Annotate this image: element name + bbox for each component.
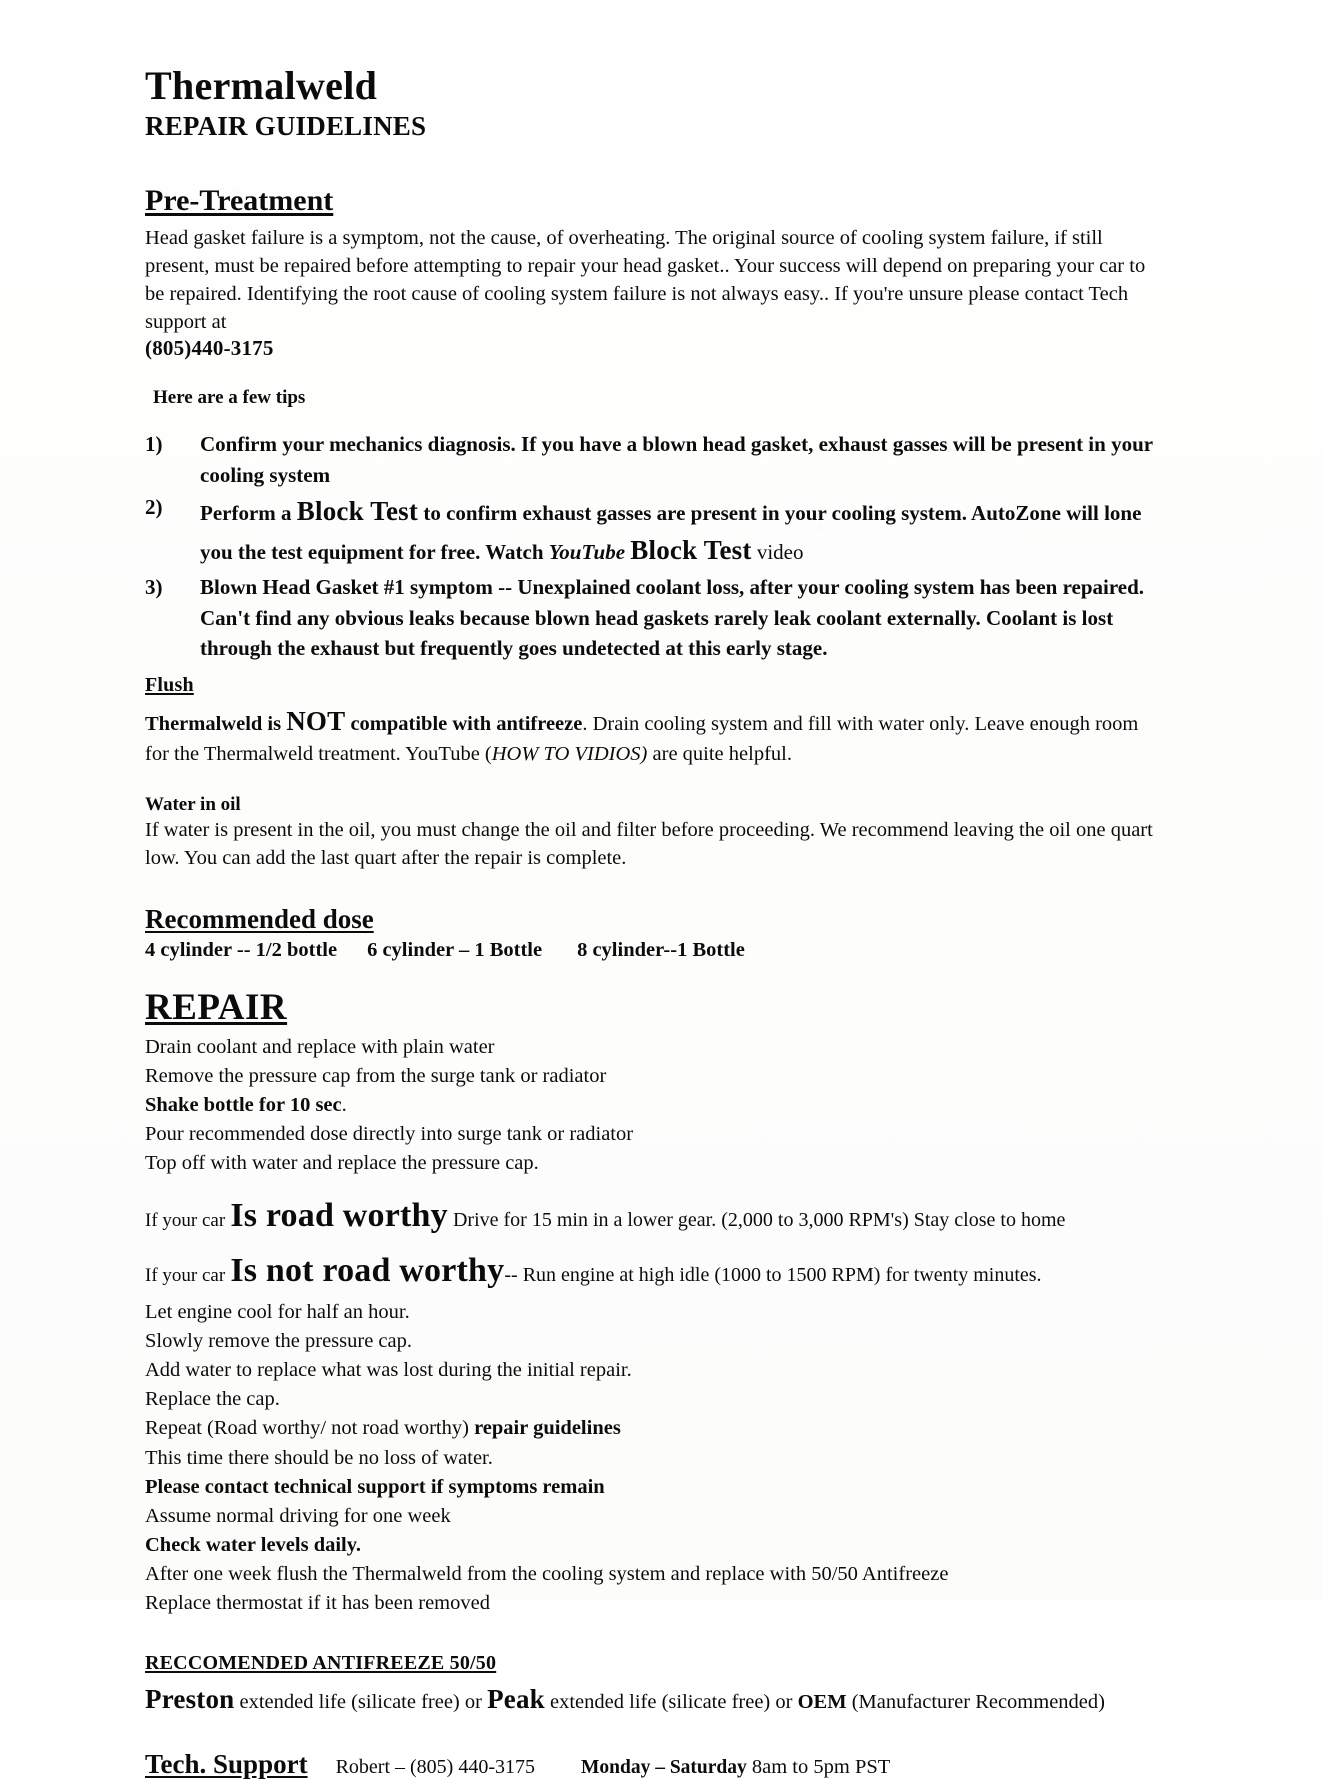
section-water-in-oil <box>145 794 1155 872</box>
antifreeze-brand-oem: OEM <box>797 1691 847 1714</box>
document-content <box>145 63 1155 1780</box>
repair-step: Slowly remove the pressure cap. <box>145 1330 412 1353</box>
repair-step: Add water to replace what was lost during the initial repair. <box>145 1359 632 1382</box>
section-pre-treatment <box>145 184 1155 664</box>
tech-support-heading: Tech. Support <box>145 1748 308 1779</box>
road-worthy-tail: Drive for 15 min in a lower gear. (2,000 to 3,000 RPM's) Stay close to home <box>452 1209 1066 1232</box>
repair-step-suffix: . <box>341 1094 347 1117</box>
recommended-dose-heading: Recommended dose <box>145 903 374 934</box>
flush-italic-vidios: HOW TO VIDIOS) <box>491 742 648 765</box>
flush-body: . Drain cooling system and fill with water only. Leave enough room for the Thermalweld treatment. YouTube ( <box>145 712 1139 765</box>
tip-emphasis-block-test-2: Block Test <box>630 535 752 566</box>
repair-step: Assume normal driving for one week <box>145 1504 451 1527</box>
tips-heading: Here are a few tips <box>153 387 306 409</box>
repair-step: After one week flush the Thermalweld from the cooling system and replace with 50/50 Antifreeze <box>145 1562 949 1585</box>
tip-text: Confirm your mechanics diagnosis. If you have a blown head gasket, exhaust gasses will be present in your cooling system <box>200 432 1153 487</box>
repair-step: This time there should be no loss of water. <box>145 1446 493 1469</box>
flush-heading: Flush <box>145 673 194 696</box>
list-item <box>145 572 1155 663</box>
tip-text-part2: to confirm exhaust gasses are present in your cooling system. AutoZone will lone you the test equipment for free. Watch <box>200 501 1142 565</box>
water-in-oil-heading: Water in oil <box>145 793 241 815</box>
antifreeze-desc-2: extended life (silicate free) or <box>544 1691 798 1714</box>
repair-step: Please contact technical support if symptoms remain <box>145 1475 605 1498</box>
antifreeze-brand-preston: Preston <box>145 1684 235 1715</box>
repair-step-bold: Shake bottle for 10 sec <box>145 1094 342 1117</box>
document-title: Thermalweld <box>145 63 378 108</box>
tip-emphasis-block-test: Block Test <box>296 496 419 527</box>
section-flush <box>145 674 1155 768</box>
tech-support-days: Monday – Saturday <box>580 1756 747 1778</box>
not-road-worthy-tail: -- Run engine at high idle (1000 to 1500 RPM) for twenty minutes. <box>504 1264 1042 1287</box>
road-worthy-line <box>145 1196 1155 1237</box>
antifreeze-brands-line <box>145 1680 1155 1718</box>
pre-treatment-paragraph: Head gasket failure is a symptom, not the cause, of overheating. The original source of cooling system failure, if still present, must be repaired before attempting to repair your head gasket.. Your success will depend on preparing your car to be repaired. Identifying the root cause of cooling system failure is not always easy.. If you're unsure please contact Tech support at <box>145 226 1146 334</box>
list-item <box>145 429 1155 490</box>
section-recommended-dose <box>145 904 1155 962</box>
repair-heading: REPAIR <box>145 986 288 1028</box>
antifreeze-heading: RECCOMENDED ANTIFREEZE 50/50 <box>145 1652 497 1675</box>
repair-step: Remove the pressure cap from the surge tank or radiator <box>145 1064 607 1087</box>
flush-paragraph <box>145 703 1155 768</box>
antifreeze-desc-1: extended life (silicate free) or <box>234 1691 488 1714</box>
repair-step-bold-tail: repair guidelines <box>474 1417 621 1440</box>
tips-list <box>145 429 1155 663</box>
dose-option-6cyl: 6 cylinder – 1 Bottle <box>367 938 543 961</box>
repair-step: Replace thermostat if it has been removed <box>145 1592 490 1615</box>
repair-step: Let engine cool for half an hour. <box>145 1300 410 1323</box>
list-item <box>145 492 1155 570</box>
road-worthy-emphasis: Is road worthy <box>230 1197 448 1235</box>
tip-text: Blown Head Gasket #1 symptom -- Unexplained coolant loss, after your cooling system has been repaired. Can't find any obvious leaks because blown head gaskets rarely leak coolant externally. Coolant is lost through the exhaust but frequently goes undetected at this early stage. <box>200 575 1145 661</box>
repair-step: Drain coolant and replace with plain water <box>145 1035 495 1058</box>
pre-treatment-heading: Pre-Treatment <box>145 183 334 217</box>
tip-text-part1: Perform a <box>200 501 297 526</box>
repair-step: Pour recommended dose directly into surge tank or radiator <box>145 1123 634 1146</box>
flush-lead2: compatible with antifreeze <box>345 712 583 735</box>
repair-step <box>145 1414 1155 1443</box>
flush-lead: Thermalweld is <box>145 712 287 735</box>
antifreeze-desc-3: (Manufacturer Recommended) <box>846 1691 1105 1714</box>
repair-step-text: Repeat (Road worthy/ not road worthy) <box>145 1417 475 1440</box>
dose-options-row <box>145 939 1155 962</box>
section-tech-support <box>145 1749 1155 1780</box>
pre-treatment-phone: (805)440-3175 <box>145 336 274 361</box>
flush-body2: are quite helpful. <box>647 742 792 765</box>
tip-text-part3: video <box>751 540 804 565</box>
repair-step: Top off with water and replace the pressure cap. <box>145 1152 539 1175</box>
road-worthy-lead: If your car <box>145 1210 226 1232</box>
tech-support-hours: 8am to 5pm PST <box>746 1755 891 1778</box>
not-road-worthy-line <box>145 1251 1155 1292</box>
tip-number: 1) <box>145 432 163 457</box>
repair-step <box>145 1091 1155 1120</box>
dose-option-4cyl: 4 cylinder -- 1/2 bottle <box>145 938 338 961</box>
tip-number: 3) <box>145 575 163 600</box>
section-antifreeze <box>145 1652 1155 1718</box>
section-repair <box>145 986 1155 1618</box>
antifreeze-brand-peak: Peak <box>487 1684 545 1715</box>
water-in-oil-paragraph: If water is present in the oil, you must change the oil and filter before proceeding. We recommend leaving the oil one quart low. You can add the last quart after the repair is complete. <box>145 818 1153 869</box>
tip-emphasis-youtube: YouTube <box>548 540 626 565</box>
repair-step: Check water levels daily. <box>145 1533 361 1556</box>
document-subtitle: REPAIR GUIDELINES <box>145 110 427 141</box>
repair-step: Replace the cap. <box>145 1388 280 1411</box>
not-road-worthy-emphasis: Is not road worthy <box>230 1252 505 1290</box>
tip-number: 2) <box>145 495 163 520</box>
tech-support-contact: Robert – (805) 440-3175 <box>335 1755 535 1778</box>
not-road-worthy-lead: If your car <box>145 1265 226 1287</box>
flush-emphasis-not: NOT <box>286 705 346 736</box>
dose-option-8cyl: 8 cylinder--1 Bottle <box>577 938 745 961</box>
